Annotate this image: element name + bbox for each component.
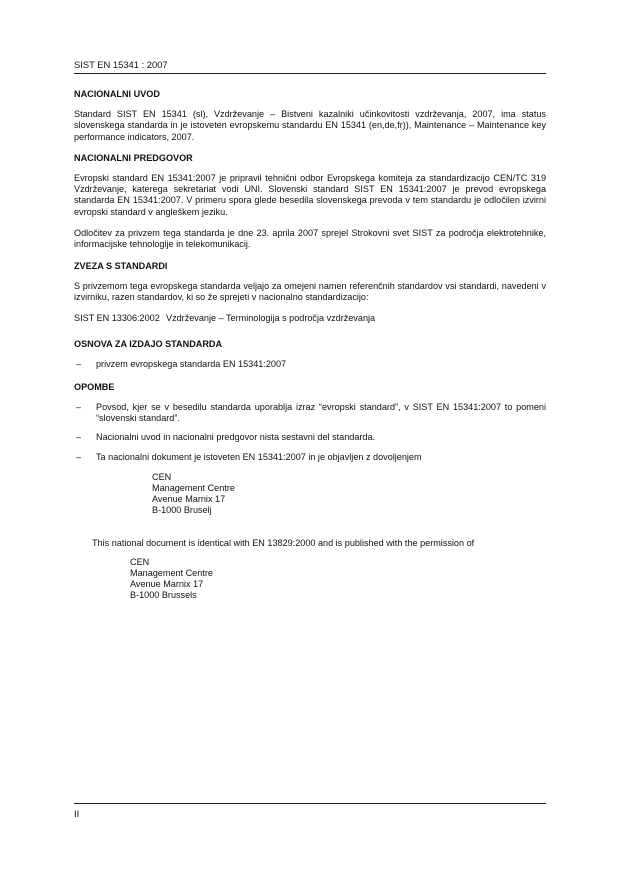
- paragraph-predgovor-2: Odločitev za privzem tega standarda je dne 23. aprila 2007 sprejel Strokovni svet SIST za področja elektrotehnike, informacijske tehnologije in telekomunikacij.: [74, 228, 546, 250]
- address-line: CEN: [152, 472, 172, 483]
- dash-bullet: –: [76, 401, 82, 412]
- reference-standard-title: Vzdrževanje – Terminologija s področja vzdrževanja: [166, 313, 376, 324]
- list-item: – Povsod, kjer se v besedilu standarda uporablja izraz “evropski standard”, v SIST EN 15341:2007 to pomeni “slovenski standard”.: [76, 401, 546, 424]
- header-rule: [74, 73, 546, 74]
- opombe-list: [74, 402, 546, 516]
- reference-standard-id: SIST EN 13306:2002: [74, 313, 160, 324]
- dash-bullet: –: [76, 451, 82, 462]
- address-line: Avenue Marnix 17: [152, 493, 226, 504]
- address-block-sl: [152, 472, 546, 516]
- osnova-list: [74, 359, 546, 370]
- address-block-en: [130, 557, 546, 601]
- page-number: II: [74, 808, 80, 819]
- footer-rule: [74, 803, 546, 804]
- dash-bullet: –: [76, 432, 82, 443]
- reference-standard-row: [74, 313, 546, 324]
- english-note: This national document is identical with EN 13829:2000 and is published with the permission of: [92, 537, 475, 548]
- address-line: Management Centre: [130, 567, 213, 578]
- list-item: – Nacionalni uvod in nacionalni predgovor nista sestavni del standarda.: [76, 432, 376, 443]
- heading-zveza-s-standardi: ZVEZA S STANDARDI: [74, 260, 168, 271]
- heading-nacionalni-predgovor: NACIONALNI PREDGOVOR: [74, 152, 193, 163]
- address-line: B-1000 Brussels: [130, 589, 197, 600]
- dash-bullet: –: [76, 358, 82, 369]
- address-line: Management Centre: [152, 482, 235, 493]
- running-header: SIST EN 15341 : 2007: [74, 59, 168, 70]
- page-body: [74, 89, 546, 601]
- address-line: B-1000 Bruselj: [152, 504, 212, 515]
- address-line: Avenue Marnix 17: [130, 578, 204, 589]
- paragraph-uvod: Standard SIST EN 15341 (sl), Vzdrževanje – Bistveni kazalniki učinkovitosti vzdrževanja, 2007, ima status slovenskega standarda in je istoveten evropskemu standardu EN 15341 (en,de,fr)), Maintenance – Maintenance key performance indicators, 2007.: [74, 109, 546, 142]
- paragraph-zveza: S privzemom tega evropskega standarda veljajo za omejeni namen referenčnih standardov vsi standardi, navedeni v izvirniku, razen standardov, ki so že sprejeti v nacionalno standardizacijo:: [74, 280, 546, 302]
- heading-nacionalni-uvod: NACIONALNI UVOD: [74, 89, 160, 99]
- list-item: – privzem evropskega standarda EN 15341:2007: [76, 358, 287, 369]
- address-line: CEN: [130, 556, 150, 567]
- heading-opombe: OPOMBE: [74, 381, 115, 392]
- heading-osnova: OSNOVA ZA IZDAJO STANDARDA: [74, 338, 223, 349]
- list-item: – Ta nacionalni dokument je istoveten EN 15341:2007 in je objavljen z dovoljenjem CEN Management Centre Avenue Marnix 17 B-1000 Bruselj: [74, 452, 546, 516]
- paragraph-predgovor-1: Evropski standard EN 15341:2007 je pripravil tehnični odbor Evropskega komiteja za standardizacijo CEN/TC 319 Vzdrževanje, katerega sekretariat vodi UNI. Slovenski standard SIST EN 15341:2007 je prevod evropskega standarda EN 15341:2007. V primeru spora glede besedila slovenskega prevoda v tem standardu je odločilen izvirni evropski standard v angleškem jeziku.: [74, 172, 546, 217]
